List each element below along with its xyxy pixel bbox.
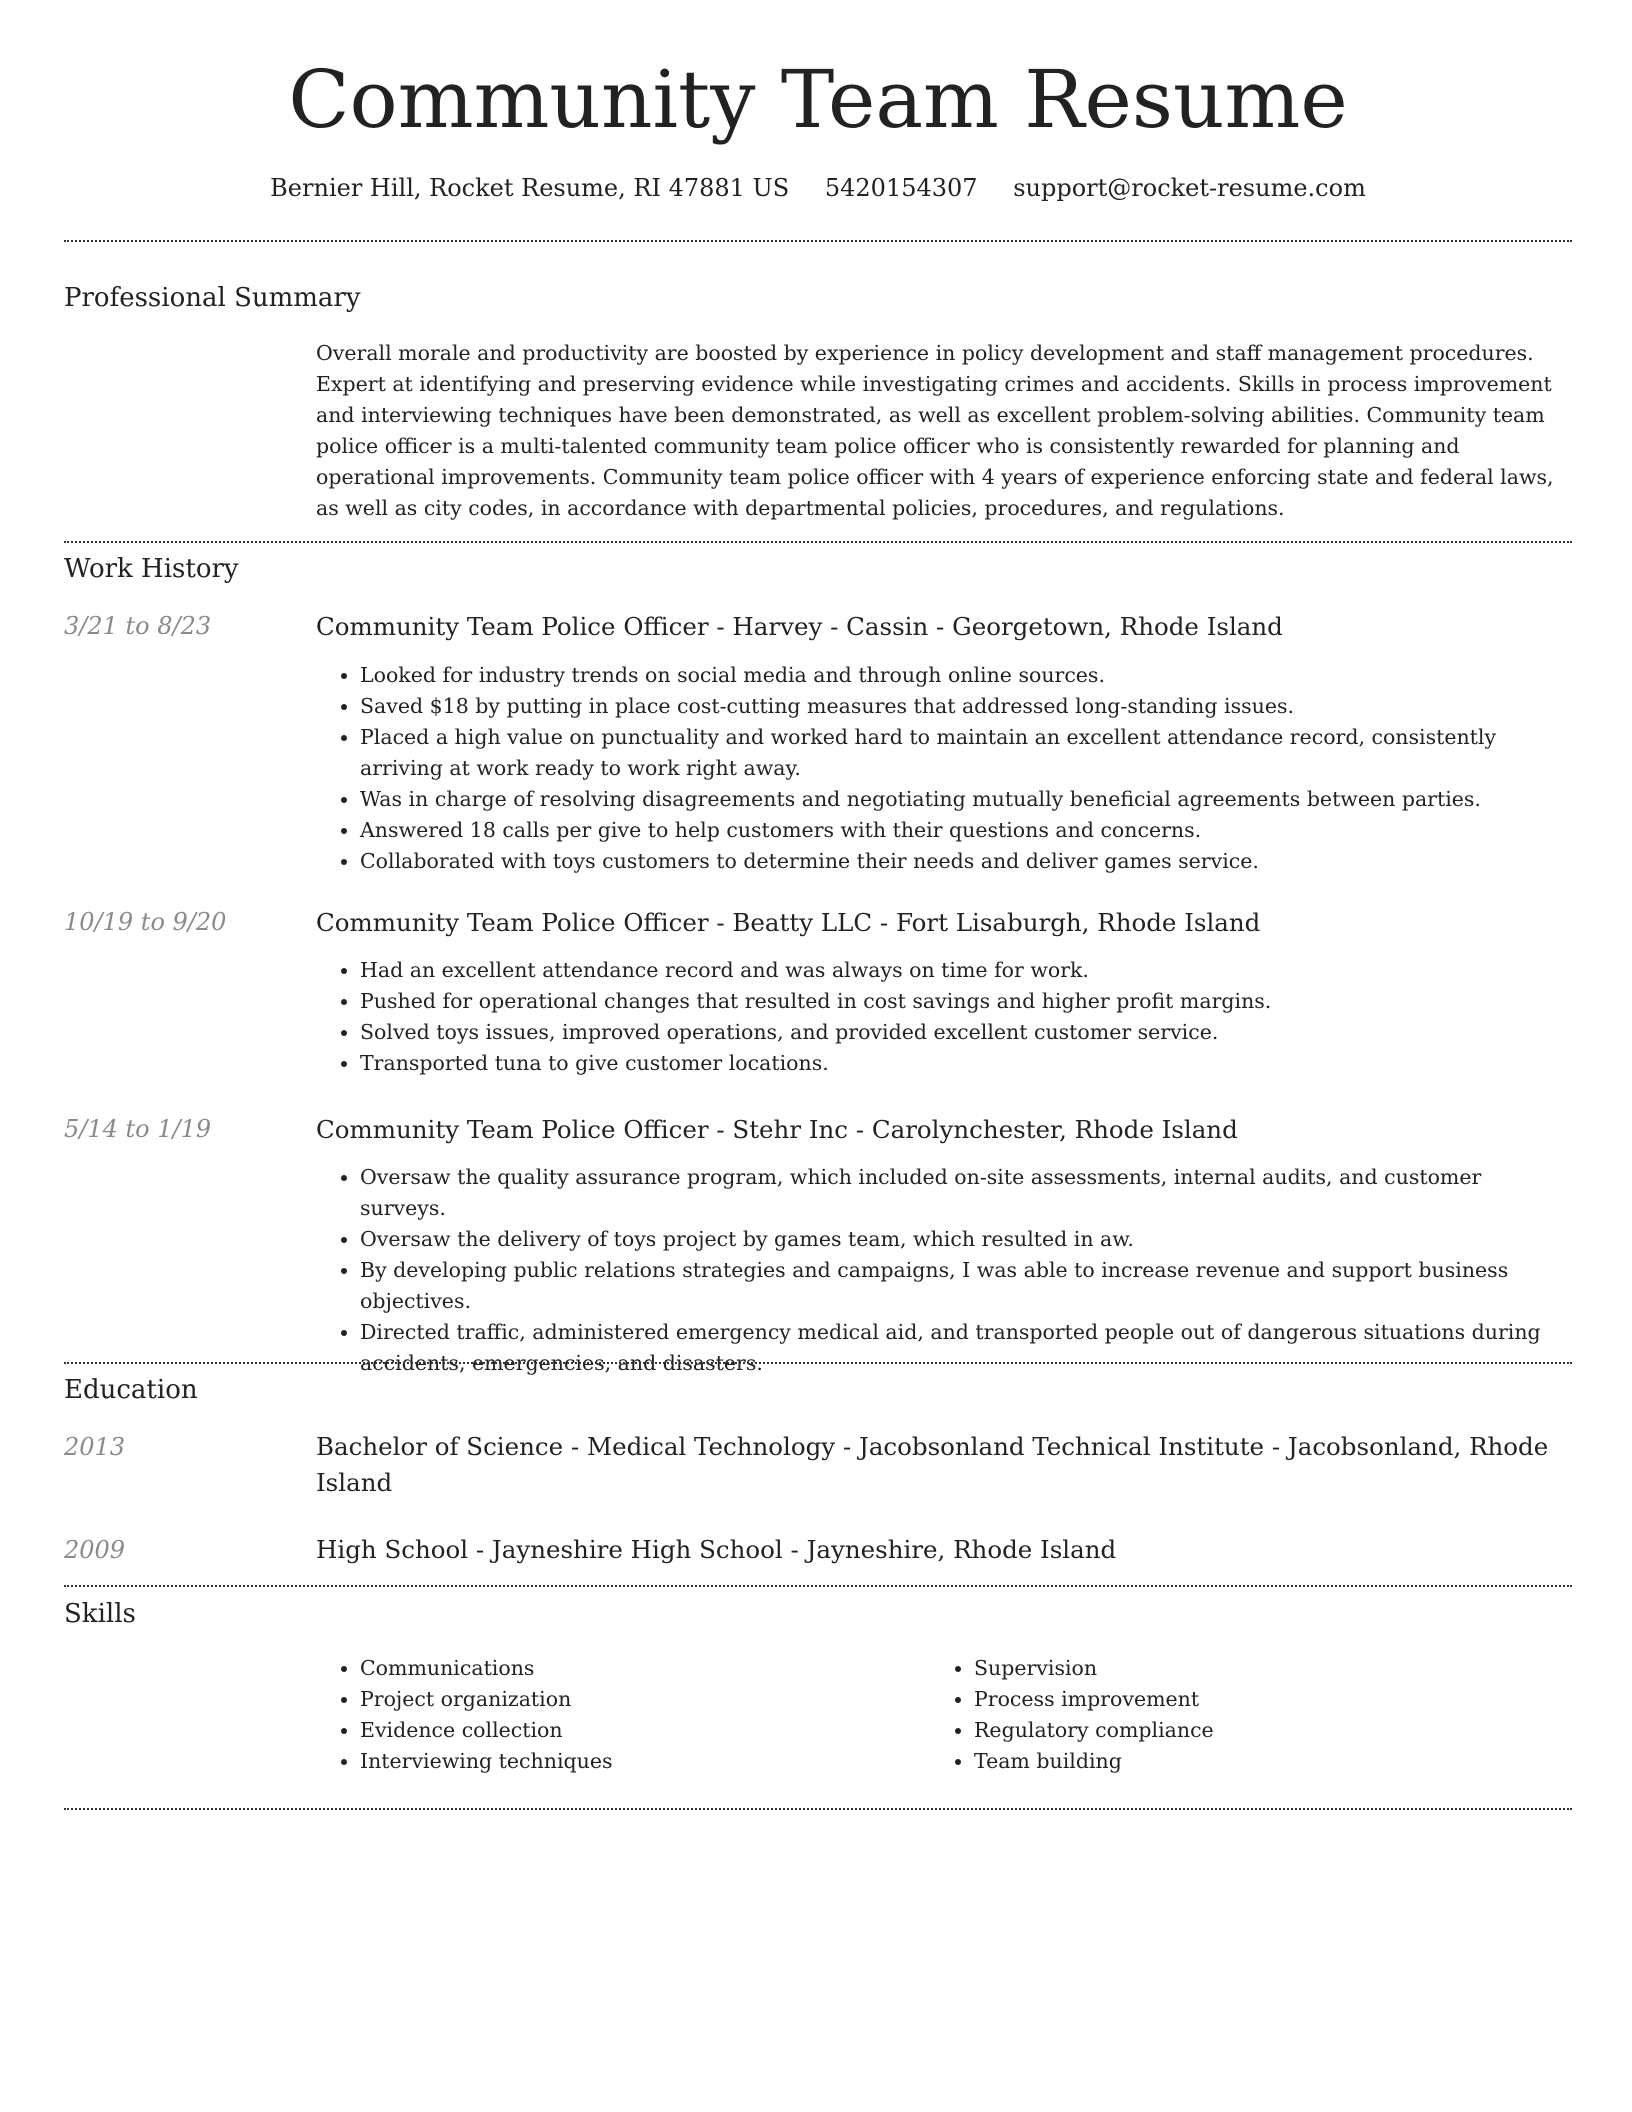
section-title-summary: Professional Summary bbox=[64, 283, 361, 313]
job-dates: 3/21 to 8/23 bbox=[64, 612, 212, 640]
job-heading bbox=[316, 1112, 1572, 1148]
list-item: • Answered 18 calls per give to help customers with their questions and concerns. bbox=[360, 815, 1572, 846]
divider bbox=[64, 1808, 1572, 1810]
section-title-skills: Skills bbox=[64, 1599, 136, 1629]
skill-item: • Supervision bbox=[974, 1653, 1574, 1684]
skill-item: • Process improvement bbox=[974, 1684, 1574, 1715]
list-item: • Solved toys issues, improved operations, and provided excellent customer service. bbox=[360, 1017, 1572, 1048]
job-role: Community Team Police Officer bbox=[316, 908, 709, 937]
list-item: • Placed a high value on punctuality and worked hard to maintain an excellent attendance record, consistently arriving at work ready to work right away. bbox=[360, 722, 1572, 784]
list-item: • Directed traffic, administered emergency medical aid, and transported people out of dangerous situations during accidents, emergencies, and disasters. bbox=[360, 1317, 1572, 1379]
skills-list-left bbox=[316, 1653, 960, 1777]
list-item: • Was in charge of resolving disagreements and negotiating mutually beneficial agreements between parties. bbox=[360, 784, 1572, 815]
contact-line bbox=[64, 172, 1572, 204]
divider bbox=[64, 240, 1572, 242]
list-item: • Transported tuna to give customer locations. bbox=[360, 1048, 1572, 1079]
skill-item: • Evidence collection bbox=[360, 1715, 960, 1746]
job-company: - Harvey - Cassin - Georgetown, Rhode Island bbox=[708, 612, 1283, 641]
skill-item: • Interviewing techniques bbox=[360, 1746, 960, 1777]
education-heading bbox=[316, 1429, 1572, 1501]
job-dates: 10/19 to 9/20 bbox=[64, 908, 227, 936]
divider bbox=[64, 1585, 1572, 1587]
education-year: 2013 bbox=[64, 1433, 126, 1461]
list-item: • Had an excellent attendance record and was always on time for work. bbox=[360, 955, 1572, 986]
job-bullets bbox=[316, 1162, 1572, 1379]
job-bullets bbox=[316, 955, 1572, 1079]
education-degree: Bachelor of Science - Medical Technology bbox=[316, 1432, 836, 1461]
skill-item: • Project organization bbox=[360, 1684, 960, 1715]
education-school: - Jacobsonland Technical Institute - Jacobsonland, Rhode Island bbox=[316, 1432, 1549, 1497]
resume-title: Community Team Resume bbox=[288, 53, 1348, 146]
contact-address: Bernier Hill, Rocket Resume, RI 47881 US bbox=[270, 174, 790, 202]
job-heading bbox=[316, 609, 1572, 645]
education-school: - Jayneshire High School - Jayneshire, Rhode Island bbox=[468, 1535, 1117, 1564]
job-company: - Stehr Inc - Carolynchester, Rhode Island bbox=[708, 1115, 1238, 1144]
divider bbox=[64, 541, 1572, 543]
job-company: - Beatty LLC - Fort Lisaburgh, Rhode Island bbox=[708, 908, 1261, 937]
job-dates: 5/14 to 1/19 bbox=[64, 1115, 212, 1143]
contact-phone: 5420154307 bbox=[824, 174, 978, 202]
education-heading bbox=[316, 1532, 1572, 1568]
section-title-education: Education bbox=[64, 1375, 198, 1405]
list-item: • Looked for industry trends on social media and through online sources. bbox=[360, 660, 1572, 691]
list-item: • Saved $18 by putting in place cost-cutting measures that addressed long-standing issues. bbox=[360, 691, 1572, 722]
list-item: • Pushed for operational changes that resulted in cost savings and higher profit margins. bbox=[360, 986, 1572, 1017]
job-role: Community Team Police Officer bbox=[316, 612, 709, 641]
contact-email: support@rocket-resume.com bbox=[1013, 174, 1366, 202]
education-degree: High School bbox=[316, 1535, 469, 1564]
skills-list-right bbox=[930, 1653, 1574, 1777]
skill-item: • Team building bbox=[974, 1746, 1574, 1777]
education-year: 2009 bbox=[64, 1536, 126, 1564]
list-item: • Oversaw the quality assurance program, which included on-site assessments, internal audits, and customer surveys. bbox=[360, 1162, 1572, 1224]
skill-item: • Communications bbox=[360, 1653, 960, 1684]
divider bbox=[64, 1362, 1572, 1364]
skill-item: • Regulatory compliance bbox=[974, 1715, 1574, 1746]
list-item: • By developing public relations strategies and campaigns, I was able to increase revenue and support business objectives. bbox=[360, 1255, 1572, 1317]
list-item: • Collaborated with toys customers to determine their needs and deliver games service. bbox=[360, 846, 1572, 877]
section-title-work: Work History bbox=[64, 554, 239, 584]
summary-text: Overall morale and productivity are boosted by experience in policy development and staff management procedures. Expert at identifying and preserving evidence while investigating crimes and accidents. Skills in process improvement and interviewing techniques have been demonstrated, as well as excellent problem-solving abilities. Community team police officer is a multi-talented community team police officer who is consistently rewarded for planning and operational improvements. Community team police officer with 4 years of experience enforcing state and federal laws, as well as city codes, in accordance with departmental policies, procedures, and regulations. bbox=[316, 341, 1554, 520]
job-heading bbox=[316, 905, 1572, 941]
job-bullets bbox=[316, 660, 1572, 877]
list-item: • Oversaw the delivery of toys project by games team, which resulted in aw. bbox=[360, 1224, 1572, 1255]
job-role: Community Team Police Officer bbox=[316, 1115, 709, 1144]
